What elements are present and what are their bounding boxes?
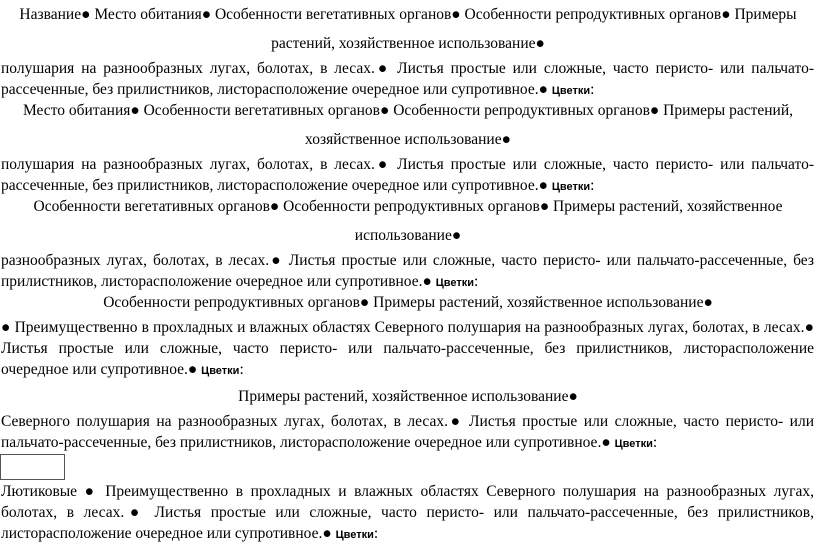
empty-table-cell: [0, 454, 65, 480]
flowers-label: Цветки: [614, 438, 653, 450]
flowers-label: Цветки: [201, 365, 240, 377]
description-body: полушария на разнообразных лугах, болотах, в лесах.● Листья простые или сложные, часто перисто- или пальчато-рассеченные, без прилистников, листорасположение очередное или супротивное.●: [1, 156, 814, 194]
flowers-label: Цветки: [551, 85, 591, 97]
table-header-line-1: Название● Место обитания● Особенности вегетативных органов● Особенности репродуктивных органов● Примеры: [19, 6, 797, 23]
label-colon: :: [474, 273, 479, 290]
section-1: [0, 0, 816, 102]
label-colon: :: [590, 177, 595, 194]
section-3: [0, 192, 816, 294]
description-body: ● Преимущественно в прохладных и влажных областях Северного полушария на разнообразных лугах, болотах, в лесах.● Листья простые или сложные, часто перисто- или пальчато-рассеченные, без прилистников, листорасположение очередное или супротивное.●: [1, 319, 814, 378]
section-5: [0, 382, 816, 455]
flowers-label: Цветки: [335, 529, 374, 541]
label-colon: :: [590, 81, 595, 98]
table-header-line-2: хозяйственное использование●: [305, 131, 511, 148]
flowers-label: Цветки: [551, 181, 591, 193]
description-body: полушария на разнообразных лугах, болотах, в лесах.● Листья простые или сложные, часто перисто- или пальчато-рассеченные, без прилистников, листорасположение очередное или супротивное.●: [1, 60, 814, 98]
label-colon: :: [652, 434, 658, 451]
section-2: [0, 96, 816, 198]
description-body: разнообразных лугах, болотах, в лесах.● Листья простые или сложные, часто перисто- или пальчато-рассеченные, без прилистников, листорасположение очередное или супротивное.●: [1, 252, 814, 290]
description-text: [0, 411, 816, 455]
label-colon: :: [373, 525, 379, 542]
table-header-line-2: использование●: [354, 227, 462, 244]
table-header-line-1: Примеры растений, хозяйственное использование●: [238, 388, 578, 405]
section-6: [0, 481, 816, 546]
description-body: Северного полушария на разнообразных лугах, болотах, в лесах.● Листья простые или сложные, часто перисто- или пальчато-рассеченные, без прилистников, листорасположение очередное или супротивное.●: [1, 413, 814, 451]
description-body: Лютиковые ● Преимущественно в прохладных и влажных областях Северного полушария на разнообразных лугах, болотах, в лесах.● Листья простые или сложные, часто перисто- или пальчато-рассеченные, без прилистников, листорасположение очередное или супротивное.●: [1, 483, 814, 542]
table-header-line-1: Особенности вегетативных органов● Особенности репродуктивных органов● Примеры растений, хозяйственное: [33, 198, 783, 215]
table-header-line-1: Особенности репродуктивных органов● Примеры растений, хозяйственное использование●: [103, 294, 713, 311]
flowers-label: Цветки: [435, 277, 475, 289]
label-colon: :: [239, 361, 244, 378]
description-text: [0, 481, 816, 546]
description-text: [0, 317, 816, 382]
table-header-line-2: растений, хозяйственное использование●: [271, 35, 545, 52]
section-4: [0, 288, 816, 382]
table-header-line-1: Место обитания● Особенности вегетативных органов● Особенности репродуктивных органов● Примеры растений,: [22, 102, 794, 119]
